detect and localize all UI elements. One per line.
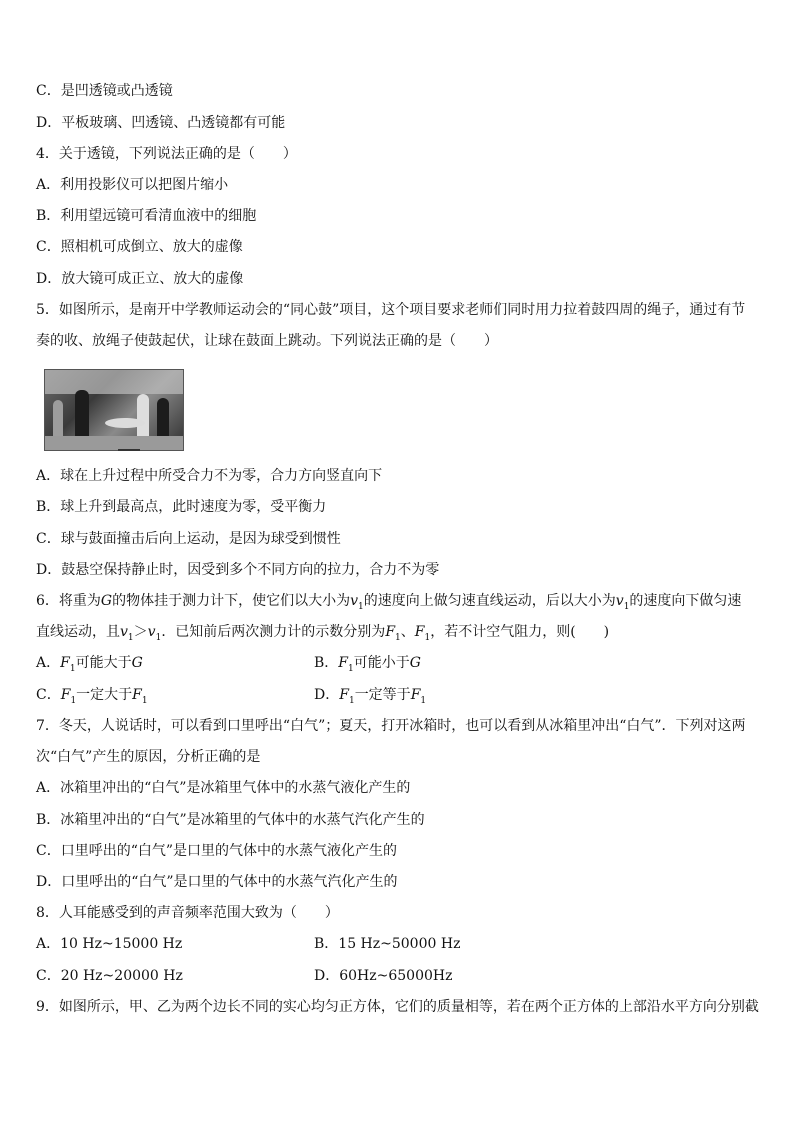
q6-sub: 1 — [155, 632, 162, 643]
q6-options-row1 — [36, 653, 766, 679]
q6-options-row2 — [36, 685, 766, 711]
q6-var-v: v — [350, 593, 359, 609]
q7-stem-line2: 次“白气”产生的原因，分析正确的是 — [36, 749, 261, 765]
q6-sub: 1 — [395, 632, 401, 643]
q7-option-b: B．冰箱里冲出的“白气”是冰箱里的气体中的水蒸气汽化产生的 — [36, 812, 425, 828]
q6-text: 直线运动，且 — [36, 624, 120, 640]
q6-stem-line2 — [36, 622, 766, 648]
q6-text: 的物体挂于测力计下，使它们以大小为 — [112, 593, 351, 609]
q8-option-d: D．60Hz~65000Hz — [314, 968, 453, 984]
q6-sub: 1 — [358, 601, 364, 612]
q6-text: 6．将重为 — [36, 593, 101, 609]
q6-text: ．已知前后两次测力计的示数分别为 — [161, 624, 386, 640]
q4-stem: 4．关于透镜，下列说法正确的是（ ） — [36, 146, 297, 162]
q5-option-d: D．鼓悬空保持静止时，因受到多个不同方向的拉力，合力不为零 — [36, 562, 440, 578]
q4-option-a: A．利用投影仪可以把图片缩小 — [36, 177, 229, 193]
q8-options-row1 — [36, 934, 766, 954]
q7-option-d: D．口里呼出的“白气”是口里的气体中的水蒸气汽化产生的 — [36, 874, 398, 890]
q9-stem-line1: 9．如图所示，甲、乙为两个边长不同的实心均匀正方体，它们的质量相等，若在两个正方体的上部沿水平方向分别截 — [36, 999, 759, 1015]
q8-options-row2 — [36, 966, 766, 986]
q5-option-c: C．球与鼓面撞击后向上运动，是因为球受到惯性 — [36, 531, 341, 547]
q8-stem: 8．人耳能感受到的声音频率范围大致为（ ） — [36, 905, 339, 921]
q6-option-c: C．$F_1$一定大于$F_1$ — [36, 687, 148, 706]
q6-option-d: D．$F_1$一定等于$F_1$ — [314, 687, 427, 706]
q6-sub: 1 — [623, 601, 630, 612]
q6-option-a: A．$F_1$可能大于G — [36, 655, 143, 674]
q6-stem-line1 — [36, 591, 766, 617]
q8-option-a: A．10 Hz~15000 Hz — [36, 936, 183, 952]
q4-option-d: D．放大镜可成正立、放大的虚像 — [36, 271, 244, 287]
q5-stem-line1: 5．如图所示，是南开中学教师运动会的“同心鼓”项目，这个项目要求老师们同时用力拉着鼓四周的绳子，通过有节 — [36, 302, 746, 318]
q6-text: 的速度向下做匀速 — [629, 593, 742, 609]
q7-option-a: A．冰箱里冲出的“白气”是冰箱里气体中的水蒸气液化产生的 — [36, 780, 411, 796]
q6-sub: 1 — [127, 632, 134, 643]
q8-option-b: B．15 Hz~50000 Hz — [314, 936, 461, 952]
q6-sub: 1 — [424, 632, 431, 643]
q6-var-g: G — [100, 593, 113, 609]
q6-var-f: F — [414, 624, 425, 640]
q3-option-d: D．平板玻璃、凹透镜、凸透镜都有可能 — [36, 115, 286, 131]
q6-gt: ＞ — [133, 624, 148, 640]
photo-underline — [118, 449, 140, 451]
q5-option-b: B．球上升到最高点，此时速度为零，受平衡力 — [36, 499, 327, 515]
q5-stem-line2: 奏的收、放绳子使鼓起伏，让球在鼓面上跳动。下列说法正确的是（ ） — [36, 333, 498, 349]
q7-stem-line1: 7．冬天，人说话时，可以看到口里呼出“白气”；夏天，打开冰箱时，也可以看到从冰箱里冲出“白气”．下列对这两 — [36, 718, 746, 734]
drum-game-photo — [44, 369, 184, 451]
q5-option-a: A．球在上升过程中所受合力不为零，合力方向竖直向下 — [36, 468, 383, 484]
q6-sep: 、 — [400, 624, 415, 640]
q7-option-c: C．口里呼出的“白气”是口里的气体中的水蒸气液化产生的 — [36, 843, 398, 859]
q6-var-f: F — [385, 624, 396, 640]
q4-option-b: B．利用望远镜可看清血液中的细胞 — [36, 208, 257, 224]
q6-text: ，若不计空气阻力，则( ) — [430, 624, 610, 640]
q6-var-v: v — [120, 624, 128, 640]
q4-option-c: C．照相机可成倒立、放大的虚像 — [36, 239, 243, 255]
q6-var-v: v — [147, 624, 156, 640]
q8-option-c: C．20 Hz~20000 Hz — [36, 968, 183, 984]
q6-option-b: B．$F_1$可能小于G — [314, 655, 421, 674]
q6-text: 的速度向上做匀速直线运动，后以大小为 — [363, 593, 616, 609]
q6-var-v: v — [615, 593, 624, 609]
q3-option-c: C．是凹透镜或凸透镜 — [36, 83, 173, 99]
